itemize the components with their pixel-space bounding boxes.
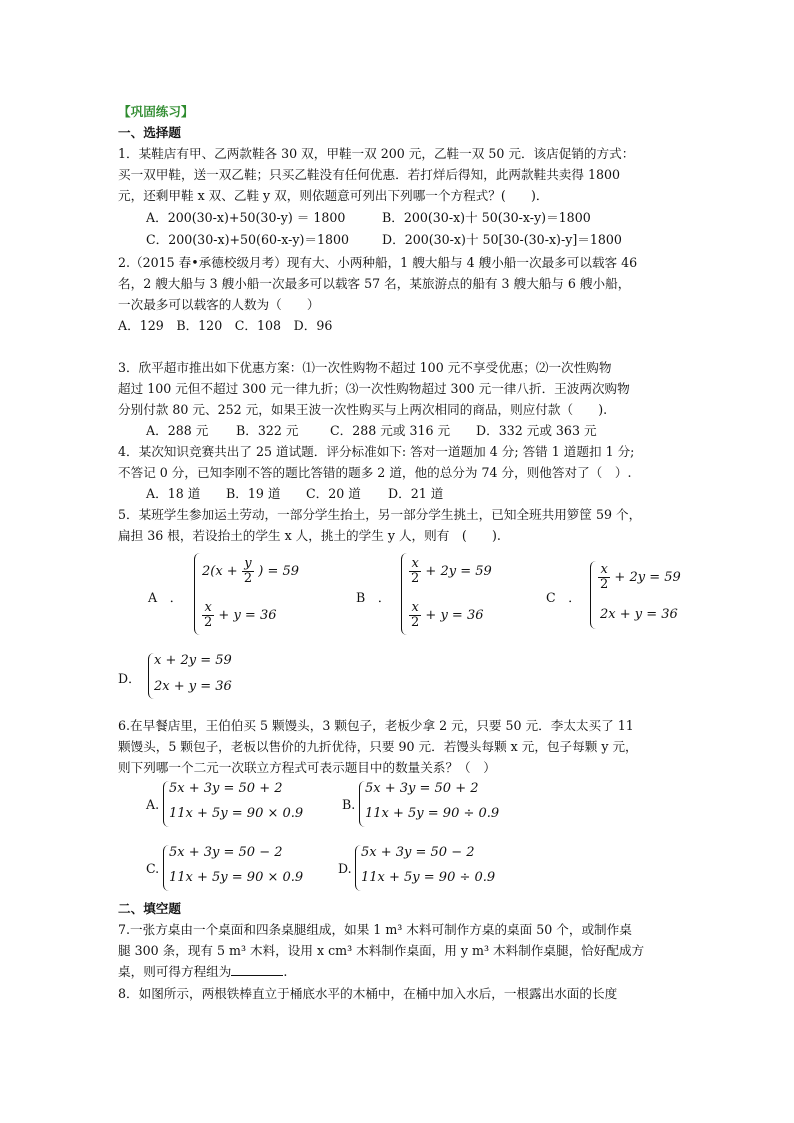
q2-options: A．129 B．120 C．108 D．96 xyxy=(118,318,333,333)
q5-brace-b xyxy=(401,553,408,635)
q7-line-3-end: . xyxy=(283,964,288,979)
q4-option-d: D．21 道 xyxy=(388,486,444,501)
q6-line-3: 则下列哪一个二元一次联立方程式可表示题目中的数量关系？（ ） xyxy=(118,760,496,775)
q6-line-1: 6.在早餐店里，王伯伯买 5 颗馒头，3 颗包子，老板少拿 2 元，只要 50 元．李太太买了 11 xyxy=(118,718,634,733)
q5-c-eq1: $\frac{x}{2}$ + 2y = 59 xyxy=(600,562,681,592)
q3-line-2: 超过 100 元但不超过 300 元一律九折；⑶一次性购物超过 300 元一律八折．王波两次购物 xyxy=(118,381,630,396)
q6-c-eq1: 5x + 3y = 50 − 2 xyxy=(169,845,283,860)
q5-a-eq2: $\frac{x}{2}$ + y = 36 xyxy=(204,600,277,630)
q6-label-a: A. xyxy=(146,797,160,812)
q3-option-c: C．288 元或 316 元 xyxy=(330,423,451,438)
q3-option-a: A．288 元 xyxy=(146,423,209,438)
q5-line-2: 扁担 36 根，若设抬土的学生 x 人，挑土的学生 y 人，则有 ( ). xyxy=(118,528,501,543)
q2-line-1: 2.（2015 春•承德校级月考）现有大、小两种船，1 艘大船与 4 艘小船一次最多可以载客 46 xyxy=(118,255,638,270)
q1-option-c: C．200(30-x)+50(60-x-y)＝1800 xyxy=(146,232,350,247)
q2-line-3: 一次最多可以载客的人数为（ ） xyxy=(118,297,320,312)
q3-line-1: 3．欣平超市推出如下优惠方案：⑴一次性购物不超过 100 元不享受优惠；⑵一次性购物 xyxy=(118,360,612,375)
section-fill-title: 二、填空题 xyxy=(118,901,181,916)
q4-option-c: C．20 道 xyxy=(306,486,361,501)
q1-line-2: 买一双甲鞋，送一双乙鞋；只买乙鞋没有任何优惠．若打烊后得知，此两款鞋共卖得 1800 xyxy=(118,167,621,182)
q5-brace-c xyxy=(590,561,597,629)
q6-d-eq2: 11x + 5y = 90 ÷ 0.9 xyxy=(361,870,496,885)
q5-brace-a xyxy=(194,553,201,635)
q5-label-a: A ． xyxy=(148,590,183,605)
q6-d-eq1: 5x + 3y = 50 − 2 xyxy=(361,845,475,860)
q4-option-a: A．18 道 xyxy=(146,486,201,501)
q6-b-eq1: 5x + 3y = 50 + 2 xyxy=(365,781,479,796)
q4-line-1: 4．某次知识竞赛共出了 25 道试题．评分标准如下: 答对一道题加 4 分; 答错 1 道题扣 1 分; xyxy=(118,444,635,459)
q1-option-b: B．200(30-x)十 50(30-x-y)＝1800 xyxy=(382,210,591,225)
q5-label-d: D． xyxy=(118,671,141,686)
q4-option-b: B．19 道 xyxy=(226,486,281,501)
q6-label-d: D. xyxy=(338,861,352,876)
q1-line-1: 1．某鞋店有甲、乙两款鞋各 30 双，甲鞋一双 200 元，乙鞋一双 50 元．该店促销的方式： xyxy=(118,146,635,161)
q5-label-c: C ． xyxy=(546,590,581,605)
q1-option-a: A．200(30-x)+50(30-y) ＝ 1800 xyxy=(146,210,346,225)
q6-a-eq1: 5x + 3y = 50 + 2 xyxy=(169,781,283,796)
q6-label-c: C. xyxy=(146,861,160,876)
q7-line-3 xyxy=(118,963,287,981)
q5-label-b: B ． xyxy=(356,590,391,605)
q7-line-3-text: 桌，则可得方程组为 xyxy=(118,964,232,979)
q5-d-eq2: 2x + y = 36 xyxy=(154,679,232,694)
q7-line-1: 7.一张方桌由一个桌面和四条桌腿组成，如果 1 m³ 木料可制作方桌的桌面 50 个，或制作桌 xyxy=(118,922,632,937)
q1-line-3: 元，还剩甲鞋 x 双、乙鞋 y 双，则依题意可列出下列哪一个方程式？( )． xyxy=(118,188,549,203)
q5-b-eq2: $\frac{x}{2}$ + y = 36 xyxy=(411,600,484,630)
q6-c-eq2: 11x + 5y = 90 × 0.9 xyxy=(169,870,304,885)
q2-line-2: 名，2 艘大船与 3 艘小船一次最多可以载客 57 名，某旅游点的船有 3 艘大船与 6 艘小船， xyxy=(118,276,631,291)
q8-line-1: 8．如图所示，两根铁棒直立于桶底水平的木桶中，在桶中加入水后，一根露出水面的长度 xyxy=(118,986,618,1001)
q4-line-2: 不答记 0 分，已知李刚不答的题比答错的题多 2 道，他的总分为 74 分，则他答对了（ ）. xyxy=(118,465,632,480)
q3-line-3: 分别付款 80 元、252 元，如果王波一次性购买与上两次相同的商品，则应付款（ ). xyxy=(118,402,608,417)
q6-line-2: 颗馒头，5 颗包子，老板以售价的九折优待，只要 90 元．若馒头每颗 x 元，包子每颗 y 元， xyxy=(118,739,638,754)
q6-b-eq2: 11x + 5y = 90 ÷ 0.9 xyxy=(365,806,500,821)
q5-d-eq1: x + 2y = 59 xyxy=(154,653,232,668)
q6-label-b: B. xyxy=(342,797,356,812)
q3-option-b: B．322 元 xyxy=(236,423,299,438)
q7-line-2: 腿 300 条，现有 5 m³ 木料，设用 x cm³ 木料制作桌面，用 y m³ 木料制作桌腿，恰好配成方 xyxy=(118,943,645,958)
q3-option-d: D．332 元或 363 元 xyxy=(476,423,597,438)
heading: 【巩固练习】 xyxy=(118,104,194,119)
section-choice-title: 一、选择题 xyxy=(118,125,181,140)
q5-c-eq2: 2x + y = 36 xyxy=(600,607,678,622)
q7-answer-blank xyxy=(231,963,283,976)
q6-a-eq2: 11x + 5y = 90 × 0.9 xyxy=(169,806,304,821)
q5-line-1: 5．某班学生参加运土劳动，一部分学生抬土，另一部分学生挑土，已知全班共用箩筐 59 个， xyxy=(118,507,642,522)
q1-option-d: D．200(30-x)十 50[30-(30-x)-y]＝1800 xyxy=(382,232,622,247)
q5-a-eq1: 2(x + $\frac{y}{2}$ ) = 59 xyxy=(202,556,300,586)
q5-b-eq1: $\frac{x}{2}$ + 2y = 59 xyxy=(411,556,492,586)
